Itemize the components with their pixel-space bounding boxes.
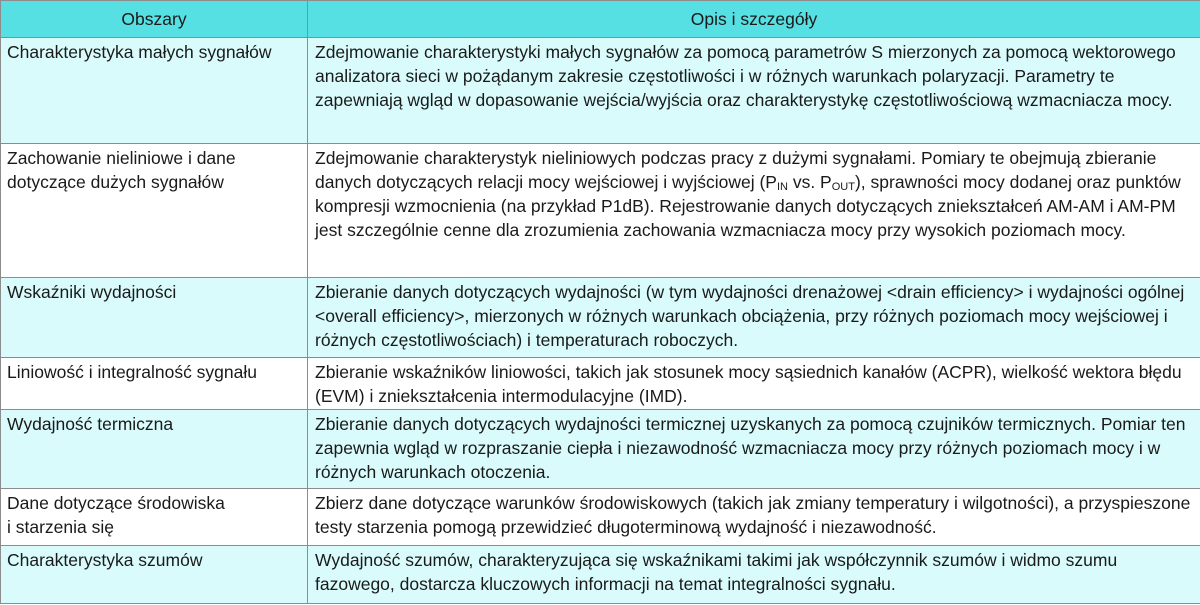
description-text-mid: vs. P: [787, 172, 832, 192]
description-cell: Zbieranie wskaźników liniowości, takich jak stosunek mocy sąsiednich kanałów (ACPR), wielkość wektora błędu (EVM) i zniekształcenia intermodulacyjne (IMD).: [308, 358, 1200, 410]
table-row: [1, 38, 1200, 144]
description-cell: Zdejmowanie charakterystyki małych sygnałów za pomocą parametrów S mierzonych za pomocą wektorowego analizatora sieci w pożądanym zakresie częstotliwości i w różnych warunkach polaryzacji. Parametry te zapewniają wgląd w dopasowanie wejścia/wyjścia oraz charakterystykę częstotliwościową wzmacniacza mocy.: [308, 38, 1200, 144]
description-text-start: Zdejmowanie charakterystyk nieliniowych podczas pracy z dużymi sygnałami. Pomiary te obejmują zbieranie danych dotyczących relacji mocy wejściowej i wyjściowej (P: [315, 148, 1157, 192]
area-line: i starzenia się: [7, 517, 114, 537]
header-areas: Obszary: [1, 1, 308, 38]
table-row: [1, 489, 1200, 546]
subscript-out: OUT: [831, 181, 855, 193]
description-cell: Wydajność szumów, charakteryzująca się wskaźnikami takimi jak współczynnik szumów i widmo szumu fazowego, dostarcza kluczowych informacji na temat integralności sygnału.: [308, 546, 1200, 604]
table-row: [1, 278, 1200, 358]
description-cell: Zbieranie danych dotyczących wydajności termicznej uzyskanych za pomocą czujników termicznych. Pomiar ten zapewnia wgląd w rozpraszanie ciepła i niezawodność wzmacniacza mocy przy różnych poziomach mocy i w różnych warunkach otoczenia.: [308, 410, 1200, 489]
header-description: Opis i szczegóły: [308, 1, 1200, 38]
subscript-in: IN: [776, 181, 788, 193]
area-cell: Charakterystyka szumów: [1, 546, 308, 604]
header-row: [1, 1, 1200, 38]
description-cell: Zbieranie danych dotyczących wydajności (w tym wydajności drenażowej <drain efficiency> i wydajności ogólnej <overall efficiency>, mierzonych w różnych warunkach obciążenia, przy różnych poziomach mocy wejściowej i różnych częstotliwościach) i temperaturach roboczych.: [308, 278, 1200, 358]
area-cell: Zachowanie nieliniowe i dane dotyczące dużych sygnałów: [1, 144, 308, 278]
area-cell: [1, 489, 308, 546]
table-row: [1, 410, 1200, 489]
area-line: Dane dotyczące środowiska: [7, 493, 225, 513]
area-cell: Wydajność termiczna: [1, 410, 308, 489]
area-cell: Liniowość i integralność sygnału: [1, 358, 308, 410]
table-row: [1, 144, 1200, 278]
table-row: [1, 546, 1200, 604]
table-row: [1, 358, 1200, 410]
description-text-end: ), sprawności mocy dodanej oraz punktów kompresji wzmocnienia (na przykład P1dB). Rejestrowanie danych dotyczących zniekształceń AM-AM i AM-PM jest szczególnie cenne dla zrozumienia zachowania wzmacniacza mocy przy wysokich poziomach mocy.: [315, 172, 1181, 240]
area-cell: Charakterystyka małych sygnałów: [1, 38, 308, 144]
description-cell: [308, 144, 1200, 278]
description-cell: Zbierz dane dotyczące warunków środowiskowych (takich jak zmiany temperatury i wilgotności), a przyspieszone testy starzenia pomogą przewidzieć długoterminową wydajność i niezawodność.: [308, 489, 1200, 546]
area-cell: Wskaźniki wydajności: [1, 278, 308, 358]
